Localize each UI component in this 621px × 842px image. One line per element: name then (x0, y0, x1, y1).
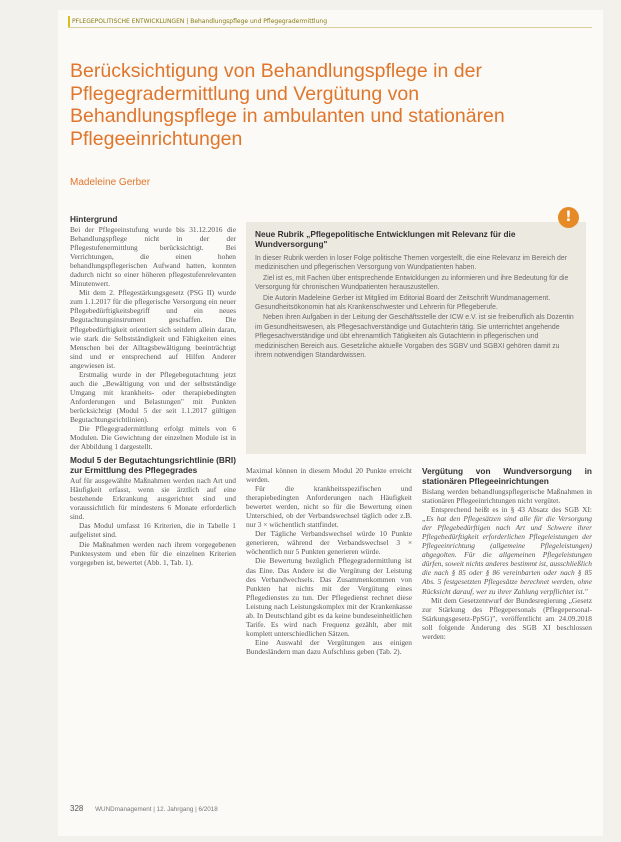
paragraph: Bei der Pflegeeinstufung wurde bis 31.12.2016 die Behandlungspflege nicht in der der Pflegestufenermittlung berücksichtigt. Bei Verrichtungen, die einen hohen behandlungspflegerischen Aufwand hatten, konnten dadurch nicht so einer höheren pflegestufenrelevanten Minutenwert. (70, 225, 236, 289)
page-footer (70, 804, 590, 814)
page-number: 328 (70, 804, 84, 813)
section-heading-hintergrund: Hintergrund (70, 214, 118, 224)
paragraph: Mit dem Gesetzentwurf der Bundesregierung „Gesetz zur Stärkung des Pflegepersonals (Pflegepersonal-Stärkungsgesetz-PpSG)", veröffentlicht am 24.09.2018 soll folgende Änderung des SGB XI beschlossen werden: (422, 595, 592, 641)
column-left (70, 214, 236, 567)
paragraph: Eine Auswahl der Vergütungen aus einigen Bundesländern man dazu Aufschluss geben (Tab. 2). (246, 637, 412, 656)
paragraph: Für die krankheitsspezifischen und therapiebedingten Anforderungen nach Häufigkeit bewertet werden, nicht so für die Bewertung einen Unterschied, ob der Verbandswechsel täglich oder z.B. nur 3 × wöchentlich stattfindet. (246, 484, 412, 530)
column-right (422, 466, 592, 641)
paragraph: Die Bewertung bezüglich Pflegegradermittlung ist das Eine. Das Andere ist die Vergütung der Leistung des Verbandwechsels. Das Zusammenkommen von Punkten hat nichts mit der Vergütung eines Pflegedienstes zu tun. Der Pflegedienst rechnet diese Leistung nach Leistungskomplex mit der Krankenkasse ab. In Deutschland gibt es da keine bundeseinheitlichen Tarife. Es wird nach Frequenz gezählt, aber mit komplett unterschiedlichen Sätzen. (246, 556, 412, 638)
info-box (246, 222, 586, 454)
paragraph-lead: Entsprechend heißt es in § 43 Absatz des SGB XI: (431, 505, 592, 515)
running-head: PFLEGEPOLITISCHE ENTWICKLUNGEN | Behandlungspflege und Pflegegradermittlung (68, 16, 592, 28)
column-middle (246, 466, 412, 656)
info-box-paragraph: Die Autorin Madeleine Gerber ist Mitglied im Editorial Board der Zeitschrift Wundmanagement. Gesundheitsökonomin hat als Krankenschwester und Lehrerin für Pflegeberufe. (255, 294, 551, 312)
paragraph: Mit dem 2. Pflegestärkungsgesetz (PSG II) wurde zum 1.1.2017 für die pflegerische Versorgung ein neuer Pflegebedürftigkeitsbegriff und ein neues Begutachtungsinstrument geschaffen. Die Pflegebedürftigkeit orientiert sich seitdem allein daran, wie stark die Selbstständigkeit und Fähigkeiten eines Menschen bei der Alltagsbewältigung beeinträchtigt sind und er entsprechend auf Hilfen Anderer angewiesen ist. (70, 288, 236, 370)
info-box-paragraph: In dieser Rubrik werden in loser Folge politische Themen vorgestellt, die eine Relevanz im Bereich der medizinischen und pflegerischen Versorgung von Wundpatienten haben. (255, 255, 568, 272)
section-heading-verguetung: Vergütung von Wundversorgung in stationären Pflegeeinrichtungen (422, 466, 592, 486)
paragraph: Die Maßnahmen werden nach ihrem vorgegebenen Punktesystem und eben für die einzelnen Kriterien vorgegeben ist, bewertet (Abb. 1, Tab. 1). (70, 539, 236, 567)
paragraph: Maximal können in diesem Modul 20 Punkte erreicht werden. (246, 466, 412, 485)
paragraph: Bislang werden behandlungspflegerische Maßnahmen in stationären Pflegeeinrichtungen nicht vergütet. (422, 487, 592, 506)
info-box-paragraph: Neben ihren Aufgaben in der Leitung der Geschäftsstelle der ICW e.V. ist sie freiberuflich als Dozentin im Gesundheitswesen, als Pflegesachverständige und Gutachterin tätig. Sie unterrichtet angehende Pflegesachverständige und übt ehrenamtlich Tätigkeiten als Gutachterin in pflegerischen und medizinischen Bereich aus. Gesetzliche aktuelle Vorgaben des SGBV und SGBXI gehören damit zu ihrem notwendigen Standardwissen. (255, 314, 574, 360)
law-quote: „Es hat den Pflegesätzen sind alle für die Versorgung der Pflegebedürftigen nach Art und Schwere ihrer Pflegebedürftigkeit erforderlichen Pflegeleistungen der Pflegeeinrichtung (allgemeine Pflegeleistungen) abgegolten. Für die allgemeinen Pflegeleistungen dürfen, soweit nichts anderes bestimmt ist, ausschließlich die nach § 85 oder § 86 vereinbarten oder nach § 85 Abs. 5 festgesetzten Pflegesätze berechnet werden, ohne Rücksicht darauf, wer zu ihrer Zahlung verpflichtet ist." (422, 514, 592, 596)
paragraph (422, 505, 592, 595)
paragraph: Auf für ausgewählte Maßnahmen werden nach Art und Häufigkeit erfasst, wenn sie ärztlich auf eine bestehende Erkrankung ausgerichtet sind und voraussichtlich für mindestens 6 Monate erforderlich sind. (70, 476, 236, 522)
footer-journal: WUNDmanagement | 12. Jahrgang | 6/2018 (95, 806, 218, 813)
section-heading-modul5: Modul 5 der Begutachtungsrichtlinie (BRI) zur Ermittlung des Pflegegrades (70, 455, 236, 476)
paragraph: Das Modul umfasst 16 Kriterien, die in Tabelle 1 aufgelistet sind. (70, 521, 236, 540)
paragraph: Die Pflegegradermittlung erfolgt mittels von 6 Modulen. Die Gewichtung der einzelnen Module ist in der Abbildung 1 dargestellt. (70, 424, 236, 452)
paragraph: Der Tägliche Verbandswechsel würde 10 Punkte generieren, während der Verbandswechsel 3 × wöchentlich nur 5 Punkten generieren würde. (246, 529, 412, 557)
paragraph: Erstmalig wurde in der Pflegebegutachtung jetzt auch die „Bewältigung von und der selbstständige Umgang mit krankheits- oder therapiebedingten Anforderungen und Belastungen" mit Punkten berücksichtigt (Modul 5 der seit 1.1.2017 gültigen Begutachtungsrichtlinien). (70, 369, 236, 424)
exclamation-icon: ! (558, 207, 579, 228)
info-box-title: Neue Rubrik „Pflegepolitische Entwicklungen mit Relevanz für die Wundversorgung" (255, 229, 516, 249)
info-box-paragraph: Ziel ist es, mit Fachen über entsprechende Entwicklungen zu informieren und ihre Bedeutung für die Versorgung für chronischen Wundpatienten herauszustellen. (255, 274, 569, 292)
article-title: Berücksichtigung von Behandlungspflege in der Pflegegradermittlung und Vergütung von Behandlungspflege in ambulanten und stationären Pflegeeinrichtungen (70, 60, 505, 150)
author: Madeleine Gerber (70, 177, 151, 188)
